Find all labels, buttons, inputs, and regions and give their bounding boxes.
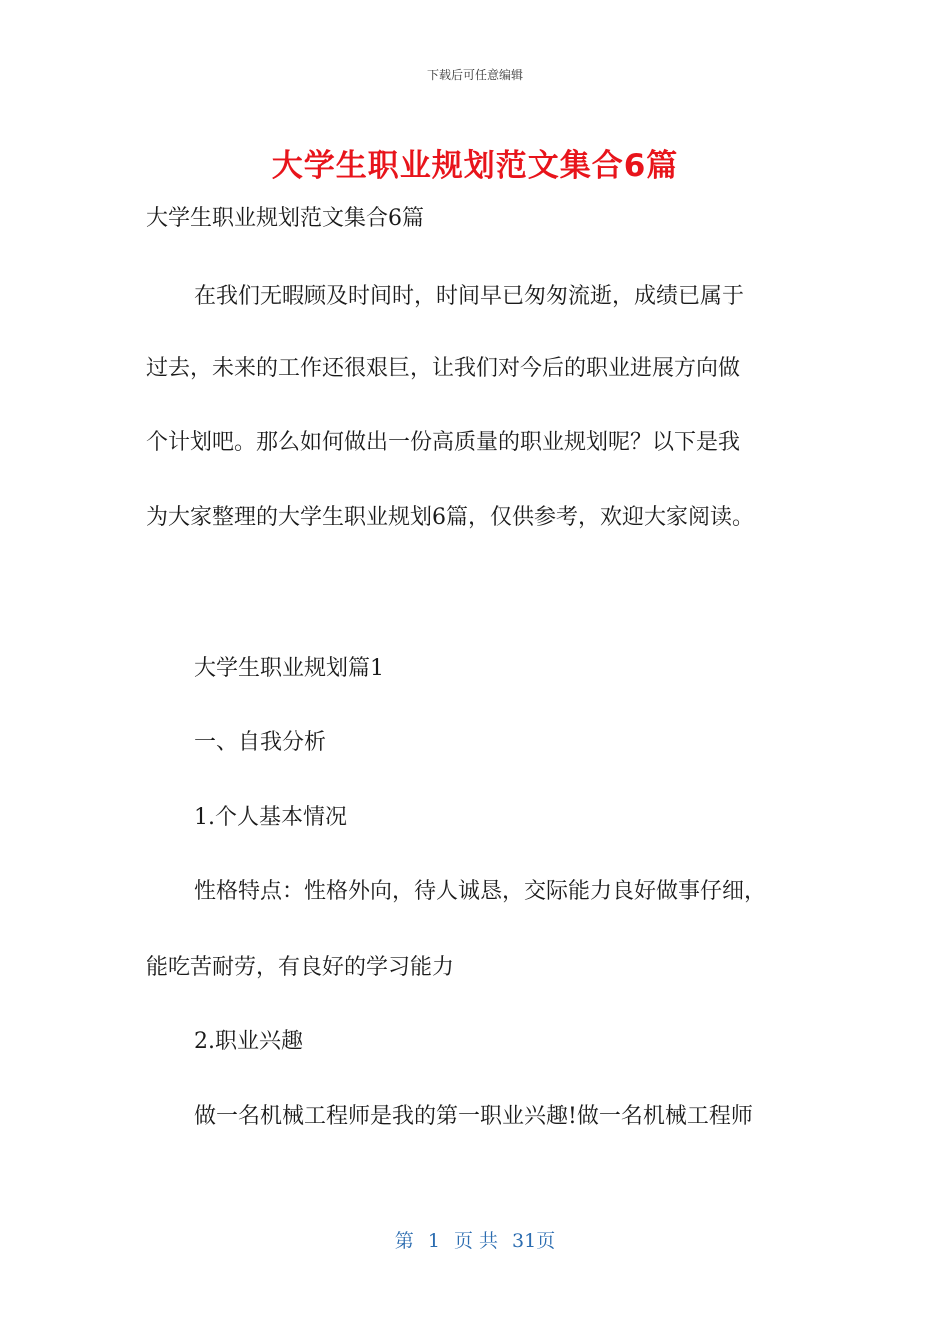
- footer-total-pages: 31页: [512, 1230, 556, 1252]
- subsection-heading: 一、自我分析: [194, 730, 327, 755]
- header-note: 下载后可任意编辑: [426, 68, 523, 82]
- paragraph-line: 个计划吧。那么如何做出一份高质量的职业规划呢？以下是我: [146, 430, 741, 455]
- paragraph-line: 过去，未来的工作还很艰巨，让我们对今后的职业进展方向做: [146, 356, 741, 381]
- footer-current-page: 1: [427, 1230, 440, 1252]
- page-footer: [0, 1226, 950, 1253]
- paragraph-line: 在我们无暇顾及时间时，时间早已匆匆流逝，成绩已属于: [194, 284, 745, 309]
- item-heading: 1.个人基本情况: [194, 805, 347, 830]
- paragraph-line: 能吃苦耐劳，有良好的学习能力: [146, 955, 455, 980]
- section-heading: 大学生职业规划篇1: [194, 656, 384, 681]
- paragraph-line: 做一名机械工程师是我的第一职业兴趣!做一名机械工程师: [194, 1104, 753, 1129]
- paragraph-line: 性格特点：性格外向，待人诚恳，交际能力良好做事仔细，: [194, 879, 767, 904]
- footer-prefix: 第: [394, 1230, 414, 1252]
- document-title: 大学生职业规划范文集合6篇: [271, 148, 679, 184]
- paragraph-line: 为大家整理的大学生职业规划6篇，仅供参考，欢迎大家阅读。: [146, 505, 754, 530]
- item-heading: 2.职业兴趣: [194, 1029, 303, 1054]
- subtitle-line: 大学生职业规划范文集合6篇: [146, 206, 424, 231]
- footer-middle: 页 共: [453, 1230, 498, 1252]
